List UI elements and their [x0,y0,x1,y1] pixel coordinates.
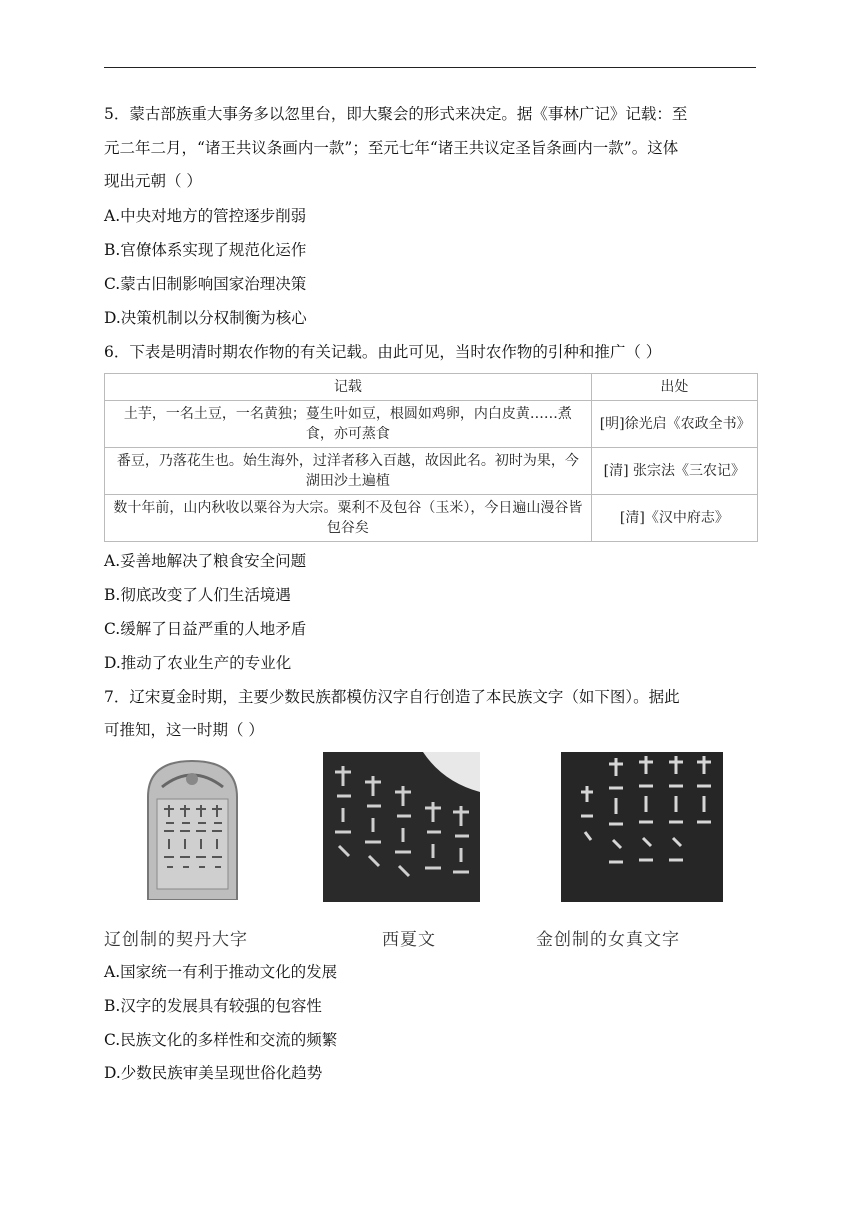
table-header-row [105,374,758,401]
q5-stem-line-3: 现出元朝（ ） [104,172,202,190]
table-header-record: 记载 [105,374,592,401]
table-row [105,401,758,448]
western-xia-rubbing-image [323,752,480,902]
q5-option-d[interactable]: D.决策机制以分权制衡为核心 [104,309,307,327]
khitan-stele-image [140,757,245,900]
q5-stem-line-2: 元二年二月，“诸王共议条画内一款”；至元七年“诸王共议定圣旨条画内一款”。这体 [104,139,679,157]
table-row [105,495,758,542]
q5-option-b[interactable]: B.官僚体系实现了规范化运作 [104,241,307,259]
figure-caption-khitan: 辽创制的契丹大字 [104,930,248,950]
q6-stem: 6．下表是明清时期农作物的有关记载。由此可见，当时农作物的引种和推广（ ） [104,343,662,361]
q6-option-a[interactable]: A.妥善地解决了粮食安全问题 [104,552,307,570]
table-cell-source: [清] 张宗法《三农记》 [591,448,757,495]
q6-option-d[interactable]: D.推动了农业生产的专业化 [104,654,292,672]
q5-option-a[interactable]: A.中央对地方的管控逐步削弱 [104,207,307,225]
q7-stem-line-2: 可推知，这一时期（ ） [104,721,264,739]
q7-option-b[interactable]: B.汉字的发展具有较强的包容性 [104,997,322,1015]
q6-option-c[interactable]: C.缓解了日益严重的人地矛盾 [104,620,307,638]
table-cell-source: [明]徐光启《农政全书》 [591,401,757,448]
stele-icon [140,757,245,900]
table-cell-source: [清]《汉中府志》 [591,495,757,542]
rubbing-icon [323,752,480,902]
table-header-source: 出处 [591,374,757,401]
table-cell-record: 土芋，一名土豆，一名黄独；蔓生叶如豆，根圆如鸡卵，内白皮黄……煮食，亦可蒸食 [105,401,592,448]
figure-caption-jurchen: 金创制的女真文字 [536,930,680,950]
table-cell-record: 番豆，乃落花生也。始生海外，过洋者移入百越，故因此名。初时为果，今湖田沙土遍植 [105,448,592,495]
jurchen-rubbing-image [561,752,723,902]
q6-records-table [104,373,758,542]
q7-option-c[interactable]: C.民族文化的多样性和交流的频繁 [104,1031,338,1049]
header-rule [104,67,756,68]
rubbing-icon [561,752,723,902]
table-row [105,448,758,495]
q7-option-d[interactable]: D.少数民族审美呈现世俗化趋势 [104,1064,323,1082]
table-cell-record: 数十年前，山内秋收以粟谷为大宗。粟利不及包谷（玉米），今日遍山漫谷皆包谷矣 [105,495,592,542]
q7-option-a[interactable]: A.国家统一有利于推动文化的发展 [104,963,338,981]
q7-stem-line-1: 7．辽宋夏金时期，主要少数民族都模仿汉字自行创造了本民族文字（如下图）。据此 [104,688,680,706]
figure-caption-western-xia: 西夏文 [382,930,436,950]
q6-option-b[interactable]: B.彻底改变了人们生活境遇 [104,586,291,604]
q5-option-c[interactable]: C.蒙古旧制影响国家治理决策 [104,275,307,293]
q5-stem-line-1: 5．蒙古部族重大事务多以忽里台，即大聚会的形式来决定。据《事林广记》记载：至 [104,105,688,123]
